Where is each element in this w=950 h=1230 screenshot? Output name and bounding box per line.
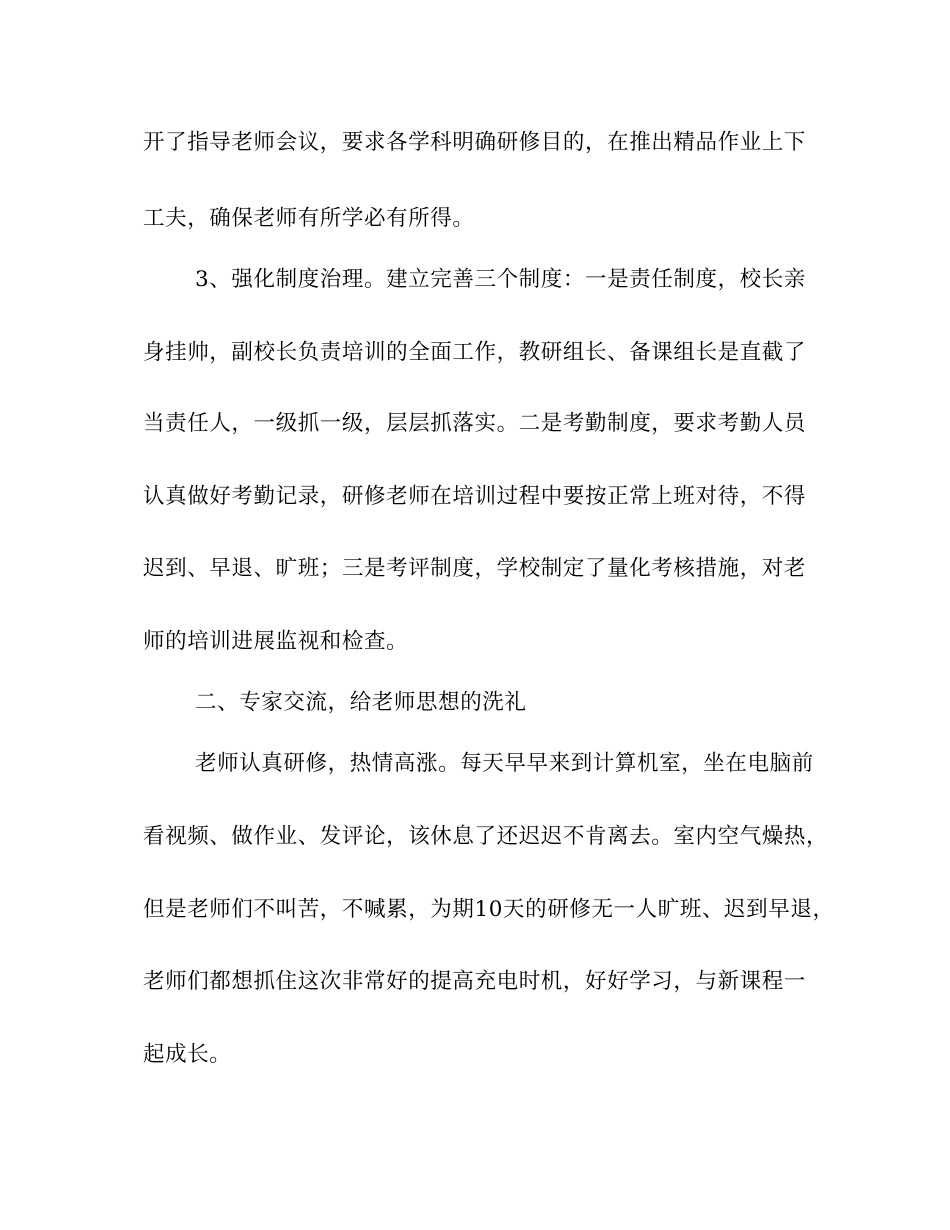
- paragraph-line: 师的培训进展监视和检查。: [143, 629, 409, 654]
- paragraph-line: 开了指导老师会议，要求各学科明确研修目的，在推出精品作业上下: [143, 130, 807, 155]
- paragraph-line: 迟到、早退、旷班；三是考评制度，学校制定了量化考核措施，对老: [143, 556, 807, 581]
- paragraph-line: 起成长。: [143, 1042, 232, 1067]
- paragraph-line: 老师们都想抓住这次非常好的提高充电时机，好好学习，与新课程一: [143, 969, 807, 994]
- section-heading: 二、专家交流，给老师思想的洗礼: [195, 690, 527, 715]
- paragraph-line: 身挂帅，副校长负责培训的全面工作，教研组长、备课组长是直截了: [143, 340, 807, 365]
- paragraph-line: 认真做好考勤记录，研修老师在培训过程中要按正常上班对待，不得: [143, 484, 807, 509]
- paragraph-line: 老师认真研修，热情高涨。每天早早来到计算机室，坐在电脑前: [195, 751, 814, 776]
- paragraph-line: 但是老师们不叫苦，不喊累，为期10天的研修无一人旷班、迟到早退，: [143, 897, 835, 922]
- paragraph-line: 当责任人，一级抓一级，层层抓落实。二是考勤制度，要求考勤人员: [143, 411, 807, 436]
- paragraph-line: 工夫，确保老师有所学必有所得。: [143, 206, 475, 231]
- paragraph-line: 3、强化制度治理。建立完善三个制度：一是责任制度，校长亲: [195, 267, 806, 292]
- paragraph-line: 看视频、做作业、发评论，该休息了还迟迟不肯离去。室内空气燥热，: [143, 824, 829, 849]
